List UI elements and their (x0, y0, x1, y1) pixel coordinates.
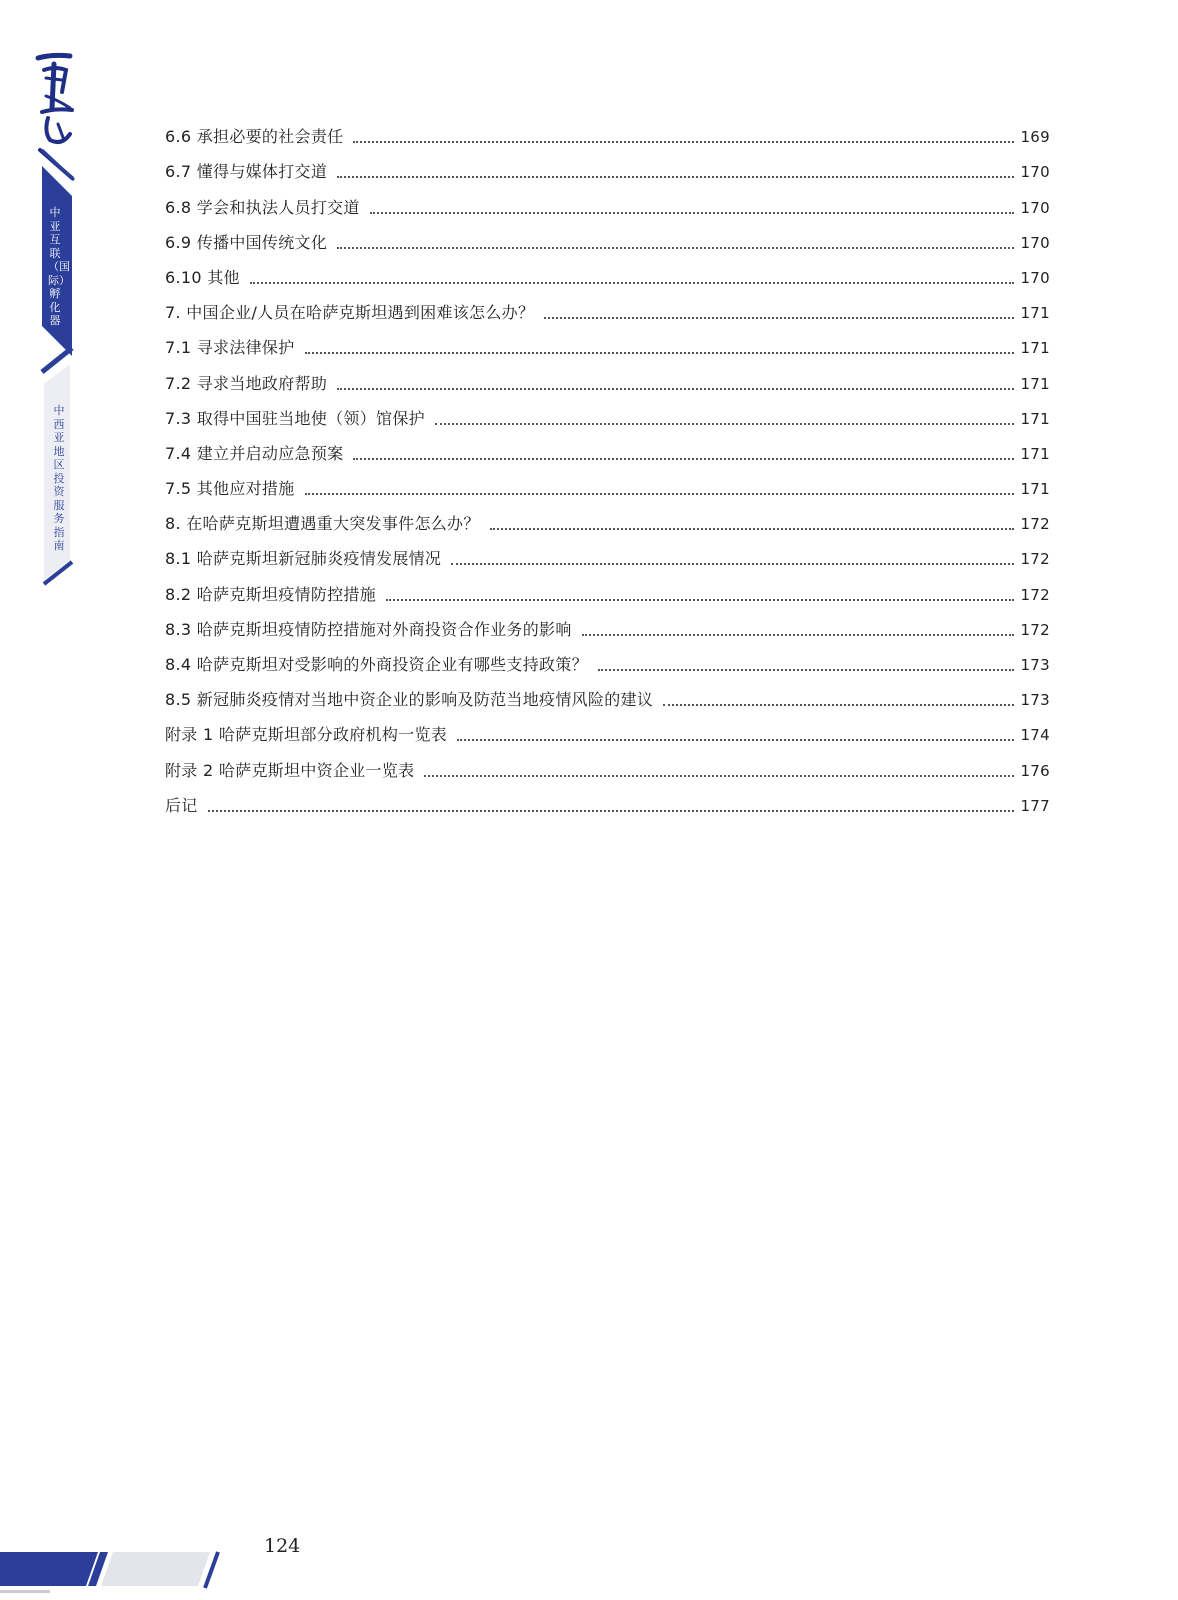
dot-leader (353, 141, 1014, 143)
toc-entry[interactable] (165, 323, 1050, 358)
toc-entry-page: 173 (1020, 656, 1050, 674)
calligraphy-logo-icon (38, 55, 72, 178)
toc-entry-page: 172 (1020, 585, 1050, 604)
toc-entry-title: 7.3 取得中国驻当地使（领）馆保护 (165, 408, 425, 428)
toc-entry-page: 172 (1020, 515, 1050, 534)
toc-entry-title: 后记 (165, 795, 198, 815)
toc-entry-title: 7.5 其他应对措施 (165, 479, 295, 499)
dot-leader (598, 669, 1015, 671)
incubator-vertical-label: 中亚互联（国际）孵化器 (48, 206, 70, 327)
dot-leader (424, 775, 1014, 777)
toc-entry-page: 170 (1020, 268, 1050, 287)
toc-entry[interactable] (165, 112, 1050, 147)
dot-leader (250, 282, 1015, 284)
toc-entry-title: 6.10 其他 (165, 267, 240, 287)
toc-entry-page: 171 (1020, 374, 1050, 393)
dot-leader (663, 704, 1014, 706)
toc-entry[interactable] (165, 499, 1050, 534)
toc-entry-title: 7.1 寻求法律保护 (165, 338, 295, 358)
toc-entry-title: 附录 1 哈萨克斯坦部分政府机构一览表 (165, 725, 448, 745)
dot-leader (490, 528, 1015, 530)
toc-entry-title: 6.6 承担必要的社会责任 (165, 127, 344, 147)
toc-entry[interactable] (165, 288, 1050, 323)
toc-entry-page: 171 (1020, 339, 1050, 358)
toc-entry-title: 8. 在哈萨克斯坦遭遇重大突发事件怎么办？ (165, 514, 480, 534)
toc-entry-title: 7.2 寻求当地政府帮助 (165, 373, 328, 393)
dot-leader (305, 493, 1015, 495)
dot-leader (582, 634, 1015, 636)
toc-entry-page: 171 (1020, 409, 1050, 428)
guide-vertical-label: 中西亚地区投资服务指南 (53, 404, 65, 552)
toc-entry[interactable] (165, 534, 1050, 569)
toc-entry-page: 171 (1020, 480, 1050, 499)
brand-logo-graphic (0, 0, 90, 600)
dot-leader (353, 458, 1014, 460)
toc-entry[interactable] (165, 182, 1050, 217)
dot-leader (544, 317, 1014, 319)
toc-entry-page: 171 (1020, 304, 1050, 323)
toc-entry-title: 6.7 懂得与媒体打交道 (165, 162, 328, 182)
toc-entry[interactable] (165, 710, 1050, 745)
toc-entry[interactable] (165, 147, 1050, 182)
dot-leader (305, 352, 1015, 354)
toc-entry-page: 169 (1020, 128, 1050, 147)
toc-entry[interactable] (165, 605, 1050, 640)
toc-entry-page: 171 (1020, 444, 1050, 463)
toc-entry[interactable] (165, 569, 1050, 604)
toc-entry[interactable] (165, 358, 1050, 393)
toc-entry[interactable] (165, 218, 1050, 253)
table-of-contents (165, 112, 1050, 816)
toc-entry[interactable] (165, 640, 1050, 675)
dot-leader (337, 388, 1014, 390)
page-number: 124 (264, 1535, 301, 1557)
toc-entry-title: 8.5 新冠肺炎疫情对当地中资企业的影响及防范当地疫情风险的建议 (165, 690, 654, 710)
dot-leader (457, 739, 1014, 741)
side-brand-strip (0, 0, 90, 600)
toc-entry-title: 8.1 哈萨克斯坦新冠肺炎疫情发展情况 (165, 549, 442, 569)
footer-stripe-decoration (0, 1530, 260, 1600)
toc-entry-page: 170 (1020, 163, 1050, 182)
dot-leader (370, 212, 1015, 214)
toc-entry[interactable] (165, 253, 1050, 288)
dot-leader (451, 563, 1014, 565)
toc-entry[interactable] (165, 781, 1050, 816)
toc-entry[interactable] (165, 429, 1050, 464)
toc-entry-page: 172 (1020, 550, 1050, 569)
dot-leader (386, 599, 1014, 601)
dot-leader (337, 247, 1014, 249)
toc-entry-title: 附录 2 哈萨克斯坦中资企业一览表 (165, 760, 415, 780)
toc-entry-page: 173 (1020, 691, 1050, 710)
toc-entry-title: 6.9 传播中国传统文化 (165, 232, 328, 252)
toc-entry-title: 8.4 哈萨克斯坦对受影响的外商投资企业有哪些支持政策？ (165, 655, 588, 674)
toc-entry-title: 6.8 学会和执法人员打交道 (165, 197, 360, 217)
toc-entry-title: 7.4 建立并启动应急预案 (165, 443, 344, 463)
dot-leader (337, 176, 1014, 178)
toc-entry[interactable] (165, 394, 1050, 429)
dot-leader (435, 423, 1015, 425)
toc-entry-title: 8.2 哈萨克斯坦疫情防控措施 (165, 584, 377, 604)
toc-entry[interactable] (165, 464, 1050, 499)
toc-entry-page: 170 (1020, 198, 1050, 217)
toc-entry-page: 172 (1020, 620, 1050, 639)
toc-entry[interactable] (165, 675, 1050, 710)
toc-entry-page: 176 (1020, 761, 1050, 780)
toc-entry-page: 174 (1020, 726, 1050, 745)
toc-entry-title: 7. 中国企业/人员在哈萨克斯坦遇到困难该怎么办？ (165, 303, 535, 323)
toc-entry-page: 177 (1020, 796, 1050, 815)
toc-entry-title: 8.3 哈萨克斯坦疫情防控措施对外商投资合作业务的影响 (165, 619, 572, 639)
toc-entry-page: 170 (1020, 233, 1050, 252)
dot-leader (208, 810, 1015, 812)
toc-entry[interactable] (165, 745, 1050, 780)
